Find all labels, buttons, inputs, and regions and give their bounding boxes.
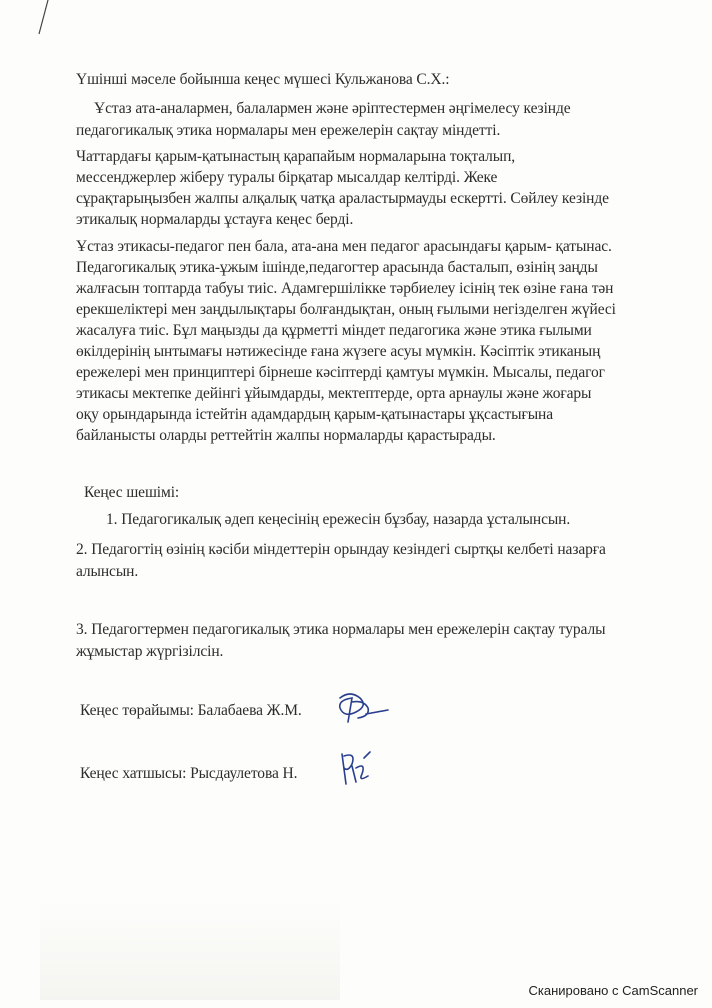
chair-signature	[330, 688, 390, 728]
paragraph-3-line-1: Ұстаз этикасы-педагог пен бала, ата-ана мен педагог арасындағы қарым- қатынас.	[76, 238, 612, 255]
paragraph-3-line-4: ерекшеліктері мен заңдылықтары болғандықтан, оның ғылыми негізделген жүйесі	[76, 301, 616, 318]
paragraph-3-line-7: ережелері мен принциптері бірнеше кәсіптерді қамтуы мүмкін. Мысалы, педагог	[76, 364, 605, 381]
decision-item-1: 1. Педагогикалық әдеп кеңесінің ережесін бұзбау, назарда ұсталынсын.	[106, 511, 571, 528]
council-chair-line: Кеңес төрайымы: Балабаева Ж.М.	[80, 702, 302, 719]
decision-item-2-line-2: алынсын.	[76, 563, 139, 580]
paragraph-2-line-2: мессенджерлер жіберу туралы бірқатар мысалдар келтірді. Жеке	[76, 169, 498, 186]
council-secretary-line: Кеңес хатшысы: Рысдаулетова Н.	[80, 765, 298, 782]
decision-item-3-line-2: жұмыстар жүргізілсін.	[76, 643, 224, 660]
paragraph-3-line-6: өкілдерінің ынтымағы нәтижесінде ғана жүзеге асуы мүмкін. Кәсіптік этиканың	[76, 343, 601, 360]
paragraph-3-line-2: Педагогикалық этика-ұжым ішінде,педагогтер арасында басталып, өзінің заңды	[76, 259, 598, 276]
paragraph-3-line-3: жалғасын топтарда табуы тиіс. Адамгершілікке тәрбиелеу ісінің тек өзіне ғана тән	[76, 280, 614, 297]
third-issue-heading: Үшінші мәселе бойынша кеңес мүшесі Кульжанова С.Х.:	[76, 71, 450, 88]
paragraph-3-line-5: жасалуға тиіс. Бұл маңызды да құрметті міндет педагогика және этика ғылыми	[76, 322, 592, 339]
pen-mark-icon	[36, 0, 50, 36]
paragraph-2-line-4: этикалық нормаларды ұстауға кеңес берді.	[76, 211, 354, 228]
paragraph-1-line-1: Ұстаз ата-аналармен, балалармен және әріптестермен әңгімелесу кезінде	[94, 100, 571, 117]
secretary-signature	[336, 748, 376, 790]
camscanner-watermark: Сканировано с CamScanner	[528, 983, 698, 998]
paragraph-1-line-2: педагогикалық этика нормалары мен ережелерін сақтау міндетті.	[76, 122, 501, 139]
council-decision-heading: Кеңес шешімі:	[84, 484, 180, 501]
paragraph-3-line-10: байланысты оларды реттейтін жалпы нормаларды қарастырады.	[76, 427, 496, 444]
decision-item-3-line-1: 3. Педагогтермен педагогикалық этика нормалары мен ережелерін сақтау туралы	[76, 621, 606, 638]
paragraph-2-line-1: Чаттардағы қарым-қатынастың қарапайым нормаларына тоқталып,	[76, 148, 516, 165]
paragraph-3-line-8: этикасы мектепке дейінгі ұйымдарды, мектептерде, орта арнаулы және жоғары	[76, 385, 592, 402]
decision-item-2-line-1: 2. Педагогтің өзінің кәсіби міндеттерін орындау кезіндегі сыртқы келбеті назарға	[76, 541, 606, 558]
paragraph-2-line-3: сұрақтарыңызбен жалпы алқалық чатқа араластырмауды ескертті. Сөйлеу кезінде	[76, 190, 609, 207]
paragraph-3-line-9: оқу орындарында істейтін адамдардың қарым-қатынастары ұқсастығына	[76, 406, 554, 423]
scan-shadow	[40, 900, 340, 1000]
